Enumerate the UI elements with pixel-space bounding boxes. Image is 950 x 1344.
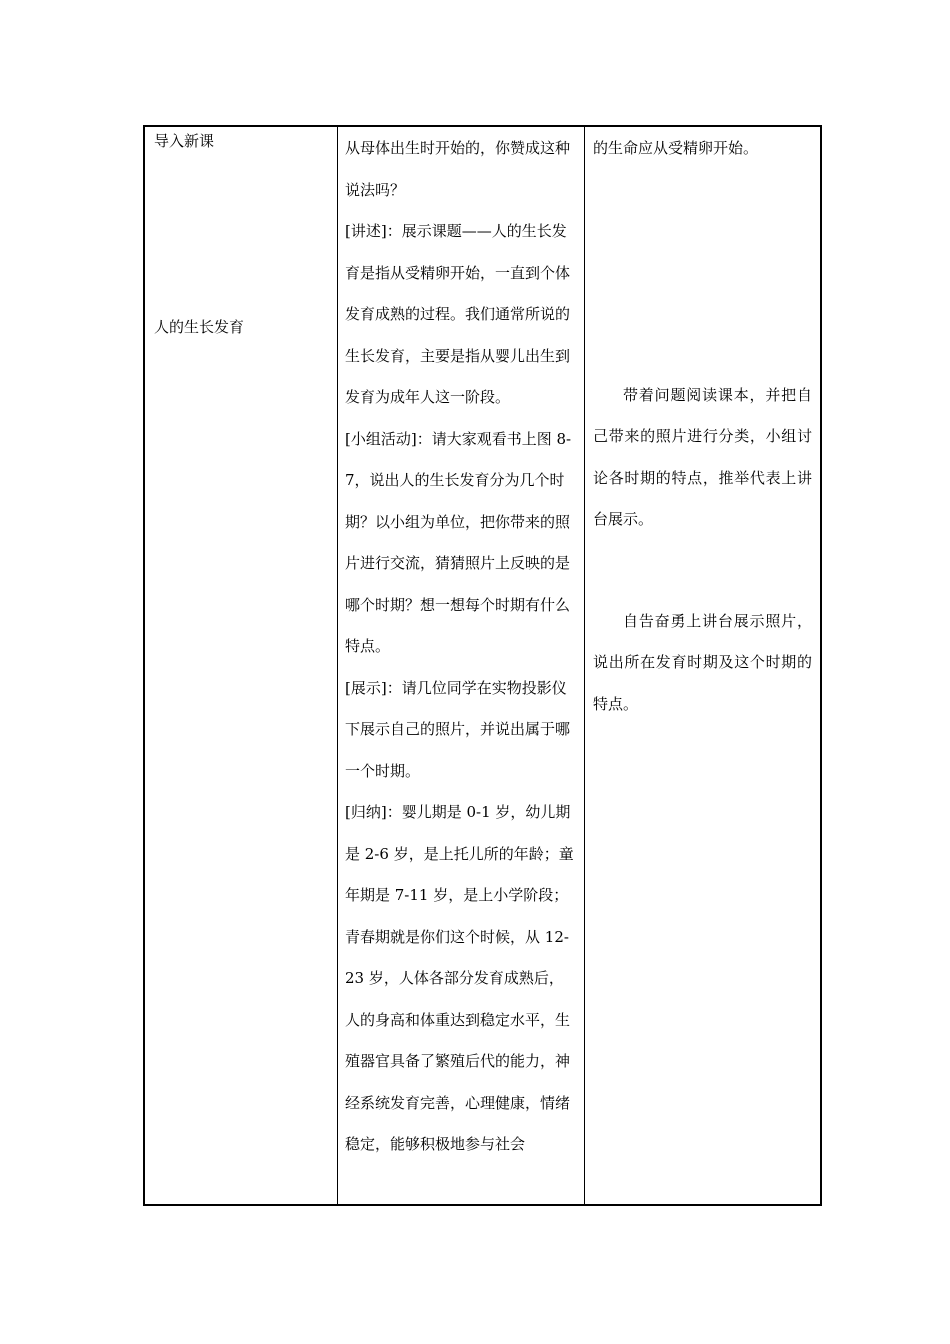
teacher-paragraph-summary: [归纳]：婴儿期是 0-1 岁，幼儿期是 2-6 岁，是上托儿所的年龄；童年期是 7-11 岁，是上小学阶段；青春期就是你们这个时候，从 12-23 岁，人体各部分发育成熟后，人的身高和体重达到稳定水平，生殖器官具备了繁殖后代的能力，神经系统发育完善，心理健康，情绪稳定，能够积极地参与社会 (345, 803, 574, 1153)
lesson-plan-table (143, 125, 822, 1206)
student-paragraph-answer: 的生命应从受精卵开始。 (593, 139, 759, 157)
student-activity-column (585, 126, 822, 1205)
student-paragraph-reading: 带着问题阅读课本，并把自己带来的照片进行分类，小组讨论各时期的特点，推举代表上讲台展示。 (593, 385, 812, 528)
student-paragraph-showing: 自告奋勇上讲台展示照片，说出所在发育时期及这个时期的特点。 (593, 611, 812, 713)
stage-growth-label: 人的生长发育 (154, 318, 245, 336)
teacher-paragraph-narration: [讲述]：展示课题——人的生长发育是指从受精卵开始，一直到个体发育成熟的过程。我们通常所说的生长发育，主要是指从婴儿出生到发育为成年人这一阶段。 (345, 222, 571, 406)
teacher-paragraph-question: 从母体出生时开始的，你赞成这种说法吗？ (345, 139, 571, 199)
stage-intro-label: 导入新课 (154, 132, 215, 150)
teacher-paragraph-group-activity: [小组活动]：请大家观看书上图 8-7，说出人的生长发育分为几个时期？以小组为单位，把你带来的照片进行交流，猜猜照片上反映的是哪个时期？想一想每个时期有什么特点。 (345, 429, 572, 655)
teacher-activity-column (338, 126, 585, 1205)
stage-column (144, 126, 338, 1205)
teacher-paragraph-display: [展示]：请几位同学在实物投影仪下展示自己的照片，并说出属于哪一个时期。 (345, 678, 571, 780)
table-row (144, 126, 821, 1205)
